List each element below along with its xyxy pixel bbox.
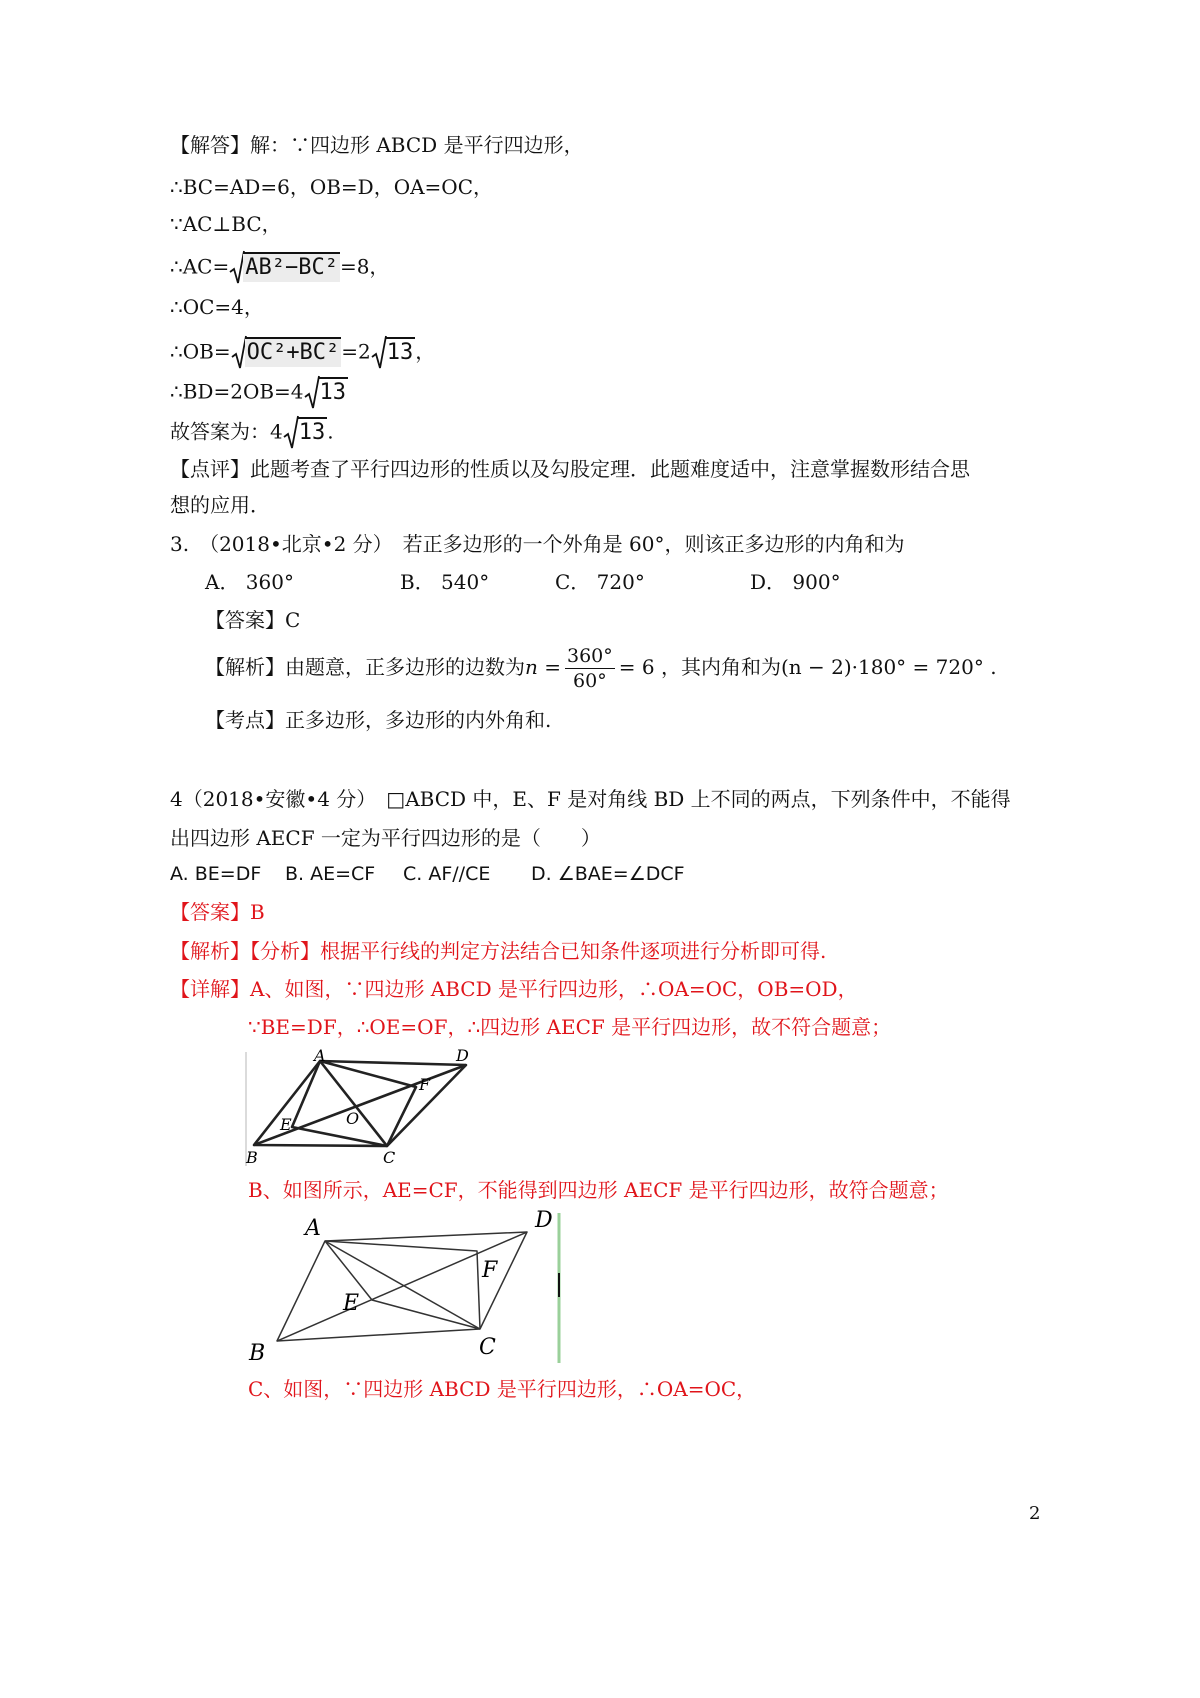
fig1-label-c: C (383, 1148, 396, 1167)
solution-line-4-post: =8， (339, 254, 390, 279)
q3-analysis-pre: 【解析】由题意，正多边形的边数为 (205, 655, 525, 679)
solution-line-4-pre: ∴AC= (170, 254, 230, 279)
q4-options (170, 860, 685, 888)
fig1-label-e: E (280, 1115, 292, 1134)
q4-option-d: D. ∠BAE=∠DCF (531, 863, 685, 885)
q4-detail-1: 【详解】A、如图，∵四边形 ABCD 是平行四边形，∴OA=OC，OB=OD， (170, 977, 858, 1001)
q4-detail-2: ∵BE=DF，∴OE=OF，∴四边形 AECF 是平行四边形，故不符合题意； (248, 1015, 892, 1039)
q3-option-a: A． 360° (205, 570, 294, 594)
q4-option-c: C. AF//CE (403, 863, 491, 885)
fig2-label-b: B (249, 1341, 266, 1366)
figure-parallelogram-a (244, 1048, 484, 1174)
q3-fraction (565, 644, 615, 693)
fig2-label-d: D (535, 1208, 553, 1233)
solution-line-4 (170, 250, 389, 286)
q4-option-a: A. BE=DF (170, 863, 262, 885)
sqrt-13-c (283, 415, 328, 451)
q4-analysis: 【解析】【分析】根据平行线的判定方法结合已知条件逐项进行分析即可得. (170, 939, 827, 963)
sqrt-oc-bc (231, 335, 342, 371)
q4-stem-1: 4（2018•安徽•4 分） □ABCD 中，E、F 是对角线 BD 上不同的两点，下列条件中，不能得 (170, 787, 1011, 811)
fig2-label-a: A (305, 1216, 321, 1241)
q3-option-b: B． 540° (400, 570, 490, 594)
solution-line-6-mid: =2 (341, 339, 371, 364)
solution-line-5: ∴OC=4， (170, 295, 264, 319)
page-number: 2 (1029, 1503, 1041, 1524)
fig1-label-o: O (346, 1109, 360, 1128)
sqrt-13-b (304, 375, 349, 411)
fig1-label-f: F (419, 1075, 431, 1094)
q3-option-d: D． 900° (750, 570, 841, 594)
fig2-label-c: C (479, 1335, 496, 1360)
fig2-label-e: E (343, 1291, 360, 1316)
q3-option-c: C． 720° (555, 570, 645, 594)
q3-answer: 【答案】C (205, 608, 301, 632)
q4-answer: 【答案】B (170, 900, 265, 924)
solution-line-6 (170, 335, 435, 371)
q3-fraction-den: 60° (573, 670, 607, 692)
comment-line-2: 想的应用． (170, 493, 270, 517)
radicand-ab-bc: AB²−BC² (243, 252, 340, 282)
q3-kaodian: 【考点】正多边形，多边形的内外角和. (205, 708, 552, 732)
fig2-label-f: F (482, 1258, 498, 1283)
q3-options (205, 568, 841, 596)
solution-line-6-pre: ∴OB= (170, 339, 231, 364)
solution-line-8-post: . (327, 419, 334, 444)
solution-line-7 (170, 375, 348, 411)
solution-line-8 (170, 415, 334, 451)
sqrt-ab-bc (229, 250, 340, 286)
radicand-13-a: 13 (385, 337, 416, 367)
sqrt-13-a (371, 335, 416, 371)
q3-analysis-formula: (n − 2)·180° = 720° . (780, 655, 997, 679)
solution-line-2: ∴BC=AD=6，OB=D，OA=OC， (170, 175, 493, 199)
fig1-label-b: B (246, 1148, 258, 1167)
q3-fraction-num: 360° (567, 645, 613, 667)
fig1-label-a: A (314, 1048, 326, 1065)
figure-parallelogram-b (243, 1205, 573, 1374)
q3-analysis-n: n = (525, 655, 561, 679)
radicand-13-b: 13 (318, 377, 349, 407)
radicand-oc-bc: OC²+BC² (245, 337, 342, 367)
solution-heading-line: 【解答】解：∵四边形 ABCD 是平行四边形， (170, 133, 584, 157)
solution-line-8-pre: 故答案为：4 (170, 419, 283, 444)
q3-analysis-mid: = 6 ，其内角和为 (618, 655, 781, 679)
solution-line-7-pre: ∴BD=2OB=4 (170, 379, 304, 404)
q3-analysis (205, 642, 997, 693)
radicand-13-c: 13 (297, 417, 328, 447)
solution-line-6-post: ， (415, 339, 436, 364)
comment-line-1: 【点评】此题考查了平行四边形的性质以及勾股定理．此题难度适中，注意掌握数形结合思 (170, 457, 970, 481)
q4-detail-4: C、如图，∵四边形 ABCD 是平行四边形，∴OA=OC， (248, 1377, 757, 1401)
fig1-label-d: D (456, 1048, 469, 1065)
q3-stem: 3. （2018•北京•2 分） 若正多边形的一个外角是 60°，则该正多边形的内角和为 (170, 532, 905, 556)
q4-stem-2: 出四边形 AECF 一定为平行四边形的是（ ） (170, 826, 601, 850)
q4-option-b: B. AE=CF (285, 863, 376, 885)
q4-detail-3: B、如图所示，AE=CF，不能得到四边形 AECF 是平行四边形，故符合题意； (248, 1178, 949, 1202)
solution-line-3: ∵AC⊥BC， (170, 212, 282, 236)
